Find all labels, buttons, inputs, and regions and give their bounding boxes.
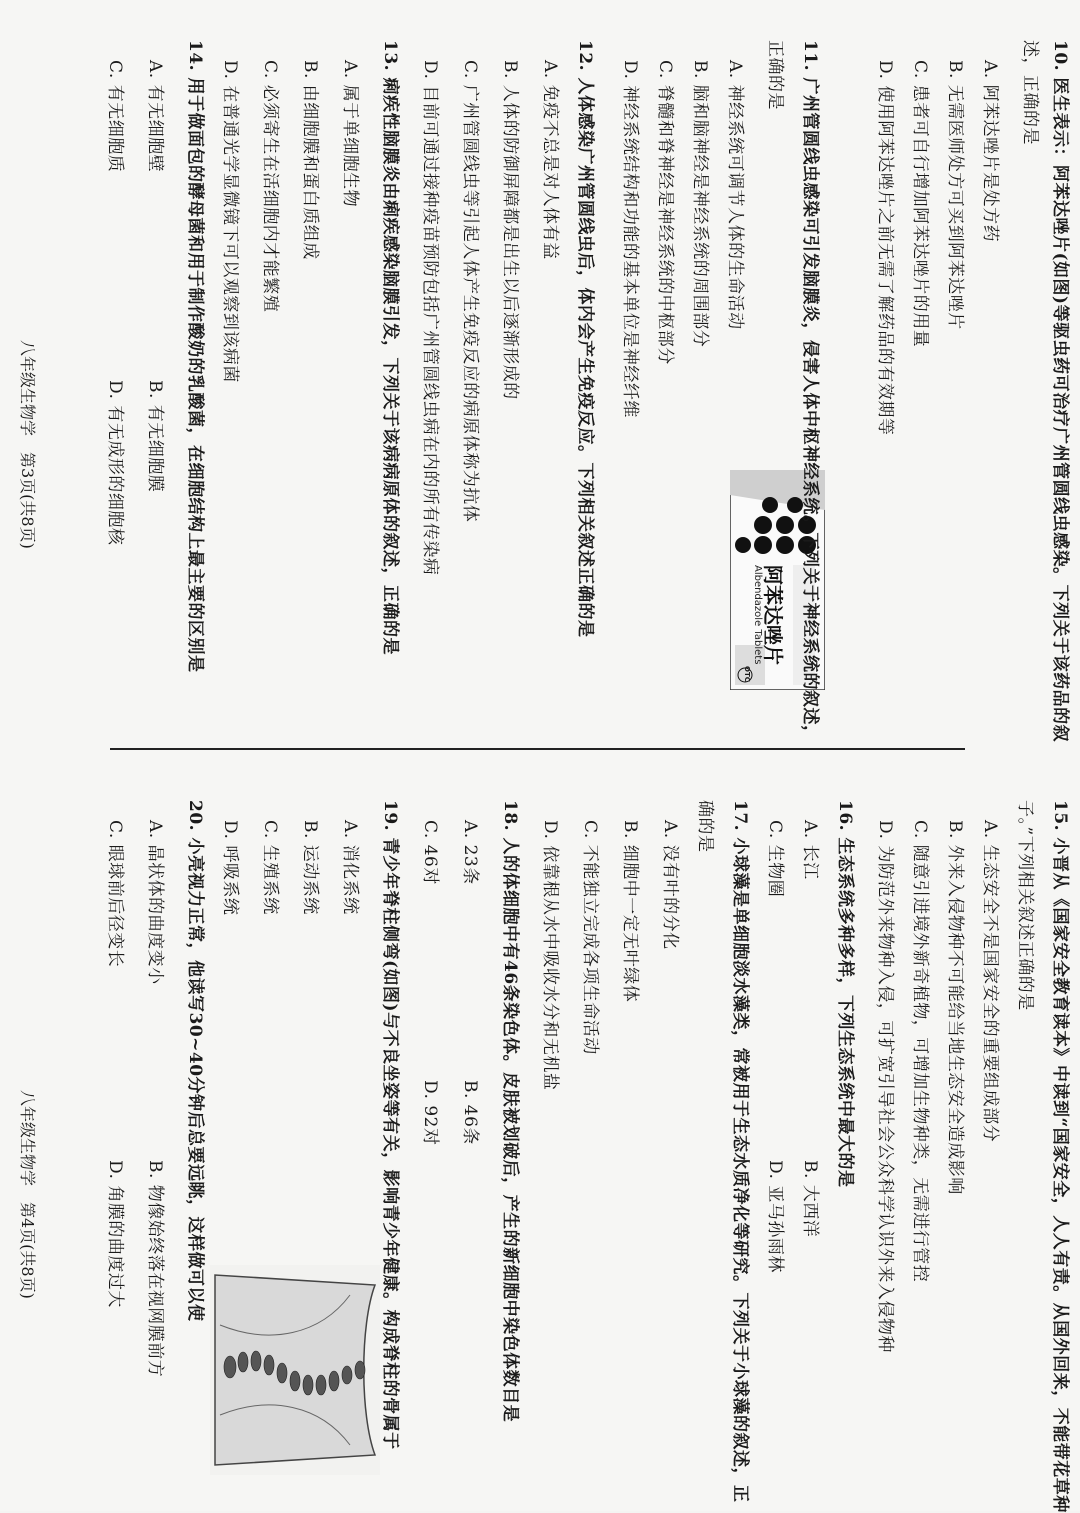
q12-option-a: A. 免疫不总是对人体有益 — [540, 60, 560, 260]
q13-option-c: C. 必须寄生在活细胞内才能繁殖 — [260, 60, 280, 313]
q18-option-b: B. 46条 — [460, 1080, 480, 1145]
q10-option-d: D. 使用阿苯达唑片之前无需了解药品的有效期等 — [875, 60, 895, 436]
q11-stem: 11. 广州管圆线虫感染可引发脑膜炎，侵害人体中枢神经系统。下列关于神经系统的叙述， — [800, 40, 820, 743]
q14-option-d: D. 有无成形的细胞核 — [105, 380, 125, 546]
q14-option-a: A. 有无细胞壁 — [145, 60, 165, 173]
page-footer-4: 八年级生物学 第4页(共8页) — [18, 1090, 37, 1299]
q20-option-c: C. 眼球前后径变长 — [105, 820, 125, 968]
q10-option-b: B. 无需医师处方可买到阿苯达唑片 — [945, 60, 965, 330]
q17-stem-cont: 确的是 — [695, 800, 715, 853]
q19-stem: 19. 青少年脊柱侧弯(如图)与不良坐姿等有关，影响青少年健康。构成脊柱的骨属于 — [380, 800, 400, 1450]
q15-option-d: D. 为防范外来物种入侵，可扩宽引导社会公众科学认识外来入侵物种 — [875, 820, 895, 1353]
q19-option-b: B. 运动系统 — [300, 820, 320, 915]
q17-stem: 17. 小球藻是单细胞淡水藻类，常被用于生态水质净化等研究。下列关于小球藻的叙述，正 — [730, 800, 750, 1503]
q18-option-c: C. 46对 — [420, 820, 440, 885]
q15-stem: 15. 小晋从《国家安全教育读本》中读到“国家安全，人人有责。从国外回来，不能带花草种 — [1050, 800, 1070, 1513]
q15-option-a: A. 生态安全不是国家安全的重要组成部分 — [980, 820, 1000, 1143]
q13-option-a: A. 属于单细胞生物 — [340, 60, 360, 208]
exam-page-4 — [0, 760, 1080, 1511]
scoliosis-figure — [210, 1265, 380, 1475]
q16-option-b: B. 大西洋 — [800, 1160, 820, 1238]
q11-option-b: B. 脑和脑神经是神经系统的周围部分 — [690, 60, 710, 348]
q14-option-c: C. 有无细胞质 — [105, 60, 125, 173]
q13-stem: 13. 痢疾性脑膜炎由痢疾感染脑膜引发，下列关于该病病原体的叙述，正确的是 — [380, 40, 400, 655]
q15-option-c: C. 随意引进境外新奇植物，可增加生物种类，无需进行管控 — [910, 820, 930, 1283]
q20-option-d: D. 角膜的曲度过大 — [105, 1160, 125, 1308]
q10-option-c: C. 患者可自行增加阿苯达唑片的用量 — [910, 60, 930, 348]
q13-option-b: B. 由细胞膜和蛋白质组成 — [300, 60, 320, 260]
otc-badge: OTC — [743, 666, 751, 682]
q20-option-a: A. 晶状体的曲度变小 — [145, 820, 165, 985]
q20-option-b: B. 物像始终落在视网膜前方 — [145, 1160, 165, 1378]
drug-name-en: Albendazole Tablets — [752, 565, 763, 665]
q18-stem: 18. 人的体细胞中有46条染色体。皮肤被划破后，产生的新细胞中染色体数目是 — [500, 800, 520, 1423]
q12-stem: 12. 人体感染广州管圆线虫后，体内会产生免疫反应。下列相关叙述正确的是 — [575, 40, 595, 638]
page-footer-3: 八年级生物学 第3页(共8页) — [18, 340, 37, 549]
q15-option-b: B. 外来入侵物种不可能给当地生态安全造成影响 — [945, 820, 965, 1195]
q16-option-d: D. 亚马孙雨林 — [765, 1160, 785, 1273]
q16-option-c: C. 生物圈 — [765, 820, 785, 898]
q16-stem: 16. 生态系统多种多样，下列生态系统中最大的是 — [835, 800, 855, 1188]
exam-page-3 — [0, 0, 1080, 743]
q19-option-a: A. 消化系统 — [340, 820, 360, 915]
q12-option-b: B. 人体的防御屏障都是出生以后逐渐形成的 — [500, 60, 520, 400]
q15-stem-cont: 子。”下列相关叙述正确的是 — [1015, 800, 1035, 1011]
scoliosis-back-image — [210, 1265, 380, 1475]
q11-stem-cont: 正确的是 — [765, 40, 785, 110]
q19-option-d: D. 呼吸系统 — [220, 820, 240, 916]
q17-option-a: A. 没有叶的分化 — [660, 820, 680, 950]
q17-option-b: B. 细胞中一定无叶绿体 — [620, 820, 640, 1003]
q11-option-a: A. 神经系统可调节人体的生命活动 — [725, 60, 745, 330]
q12-option-d: D. 目前可通过接种疫苗预防包括广州管圆线虫病在内的所有传染病 — [420, 60, 440, 576]
q16-option-a: A. 长江 — [800, 820, 820, 880]
q17-option-c: C. 不能独立完成各项生命活动 — [580, 820, 600, 1055]
q18-option-d: D. 92对 — [420, 1080, 440, 1146]
page-divider — [110, 748, 965, 750]
q19-option-c: C. 生殖系统 — [260, 820, 280, 915]
q10-stem: 10. 医生表示：阿苯达唑片(如图)等驱虫药可治疗广州管圆线虫感染。下列关于该药品的叙 — [1050, 40, 1070, 743]
q14-option-b: B. 有无细胞膜 — [145, 380, 165, 493]
q18-option-a: A. 23条 — [460, 820, 480, 885]
q14-stem: 14. 用于做面包的酵母菌和用于制作酸奶的乳酸菌，在细胞结构上最主要的区别是 — [185, 40, 205, 673]
q11-option-d: D. 神经系统结构和功能的基本单位是神经纤维 — [620, 60, 640, 418]
q10-option-a: A. 阿苯达唑片是处方药 — [980, 60, 1000, 243]
q11-option-c: C. 脊髓和脊神经是神经系统的中枢部分 — [655, 60, 675, 365]
drug-name-cn: 阿苯达唑片 — [761, 565, 785, 665]
q20-stem: 20. 小亮视力正常，他读写30~40分钟后总要远眺，这样做可以使 — [185, 800, 205, 1322]
q13-option-d: D. 在普通光学显微镜下可以观察到该病菌 — [220, 60, 240, 383]
q10-stem-cont: 述，正确的是 — [1020, 40, 1040, 145]
q12-option-c: C. 广州管圆线虫等引起人体产生免疫反应的病原体称为抗体 — [460, 60, 480, 523]
q17-option-d: D. 依靠根从水中吸收水分和无机盐 — [540, 820, 560, 1091]
